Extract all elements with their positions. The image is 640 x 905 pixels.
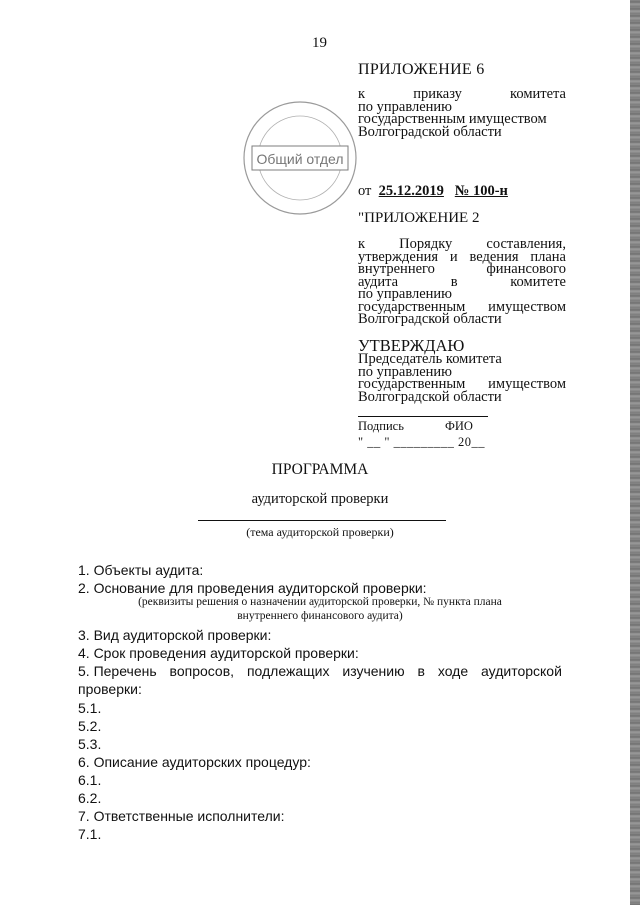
item-7-1: 7.1. [78,826,102,842]
item-5-2: 5.2. [78,718,102,734]
procedure-reference-word: комитете [510,273,566,290]
item-2-note-1: (реквизиты решения о назначении аудиторской проверки, № пункта плана [138,596,502,608]
order-reference [358,88,566,138]
name-label: ФИО [445,419,473,433]
item-5-word: в [417,663,425,679]
procedure-reference-word: финансового [486,261,566,277]
item-5-word: вопросов, [169,663,235,679]
approval-word: Волгоградской области [358,388,502,405]
appendix-title: ПРИЛОЖЕНИЕ 6 [358,61,485,78]
page-number: 19 [312,35,327,51]
order-line [358,184,508,199]
procedure-reference-word: Порядку [399,236,453,252]
item-3: 3. Вид аудиторской проверки: [78,627,272,643]
procedure-reference [358,238,566,326]
item-1: 1. Объекты аудита: [78,562,204,578]
item-6-2: 6.2. [78,790,102,806]
signature-labels [358,420,473,433]
topic-caption: (тема аудиторской проверки) [246,525,394,539]
item-4: 4. Срок проведения аудиторской проверки: [78,645,359,661]
procedure-reference-word: Волгоградской области [358,311,502,327]
order-prefix: от [358,183,372,199]
item-5-word: изучению [342,663,405,679]
procedure-reference-word: в [450,273,458,290]
item-2: 2. Основание для проведения аудиторской проверки: [78,580,427,596]
order-reference-word: приказу [413,86,462,102]
procedure-reference-word: и [449,248,458,265]
item-5-continued: проверки: [78,681,142,697]
item-7: 7. Ответственные исполнители: [78,808,285,824]
topic-rule [198,520,446,521]
procedure-reference-word: плана [530,248,566,265]
procedure-reference-word: государственным [358,298,466,315]
item-5-word: аудиторской [481,663,562,679]
procedure-reference-word: по управлению [358,286,453,302]
order-reference-word: к [358,86,366,102]
item-5 [78,664,562,678]
order-reference-word: государственным имуществом [358,111,547,127]
procedure-reference-word: имуществом [488,298,566,315]
order-reference-word: по управлению [358,98,453,115]
item-5-1: 5.1. [78,700,102,716]
item-6-1: 6.1. [78,772,102,788]
approval-word: Председатель комитета [358,351,502,367]
procedure-reference-line [358,313,566,326]
order-number: № 100-н [454,183,508,199]
item-5-word: подлежащих [246,663,330,679]
approval-position [358,353,566,403]
procedure-reference-word: аудита [358,273,399,290]
program-title: ПРОГРАММА [271,461,369,478]
order-reference-word: комитета [510,86,566,102]
procedure-reference-word: к [358,236,366,252]
procedure-reference-word: составления, [486,236,566,252]
scan-edge [630,0,640,905]
approval-line [358,388,566,405]
procedure-reference-word: утверждения [358,248,439,265]
appendix-2-title: "ПРИЛОЖЕНИЕ 2 [358,210,480,226]
item-5-word: ходе [437,663,469,679]
program-subtitle: аудиторской проверки [251,491,389,507]
approval-word: государственным [358,376,466,392]
item-2-note-2: внутреннего финансового аудита) [237,610,403,622]
approval-heading: УТВЕРЖДАЮ [358,336,465,355]
approval-word: по управлению [358,363,453,380]
approval-date: " __ " _________ 20__ [358,435,485,449]
approval-word: имуществом [488,376,566,392]
item-5-3: 5.3. [78,736,102,752]
procedure-reference-word: ведения [469,248,519,265]
item-6: 6. Описание аудиторских процедур: [78,754,311,770]
stamp-text: Общий отдел [256,151,344,167]
signature-rule [358,416,488,417]
order-reference-word: Волгоградской области [358,123,502,140]
signature-label: Подпись [358,419,404,433]
order-date: 25.12.2019 [378,183,444,199]
procedure-reference-word: внутреннего [358,261,435,277]
stamp-seal [240,98,360,218]
item-5-word: 5. Перечень [78,663,157,679]
order-reference-line [358,123,566,140]
